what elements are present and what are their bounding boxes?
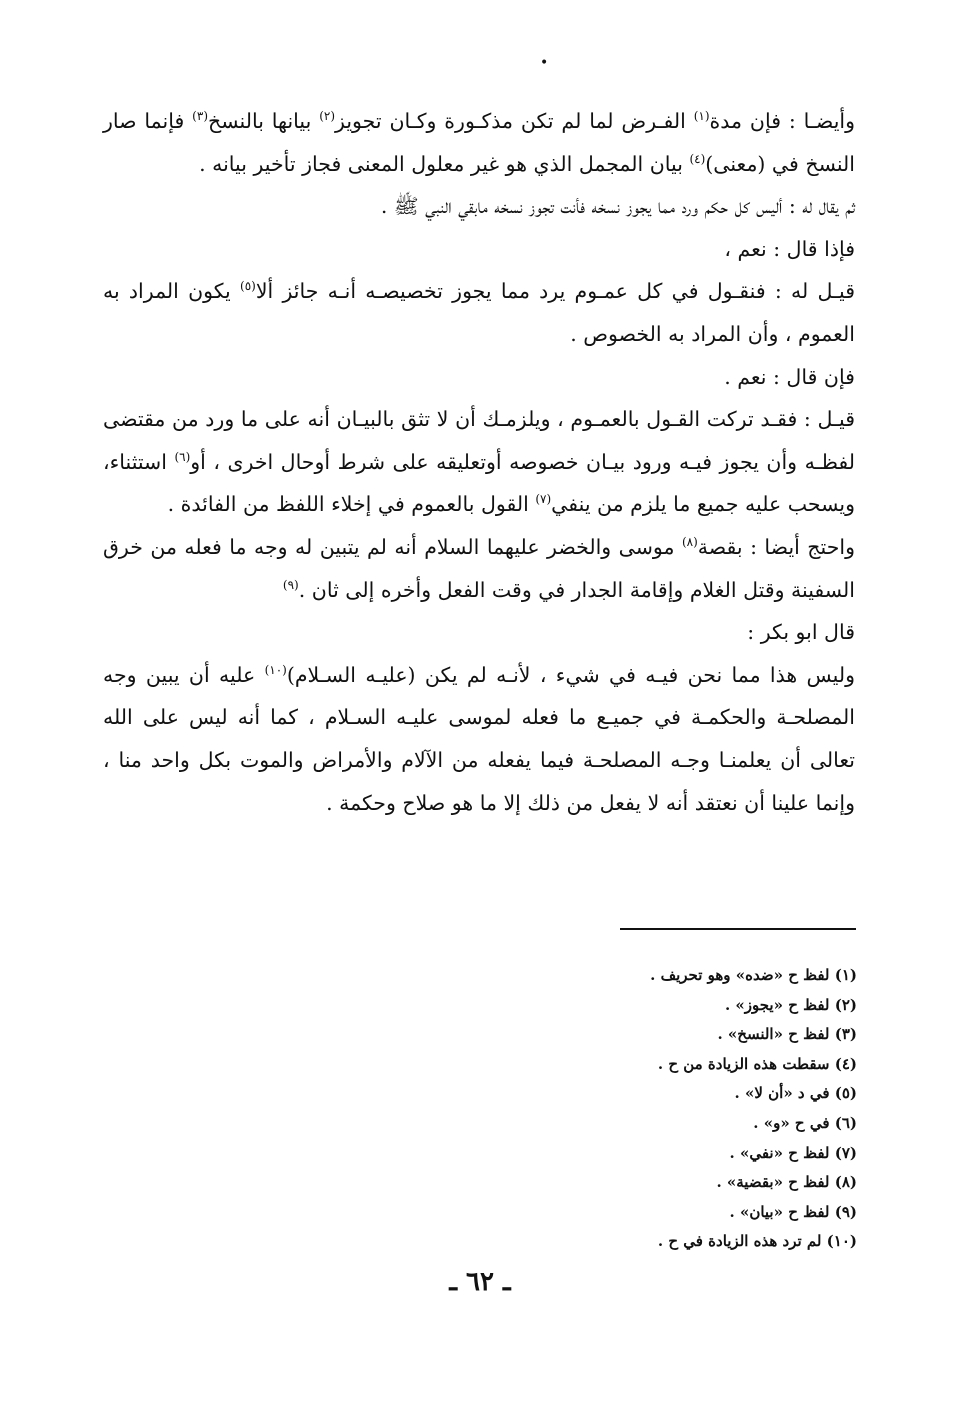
paragraph-text: قيـل له : فنقـول في كل عمـوم يرد مما يجوز تخصيصـه أنـه جائز ألا — [255, 279, 855, 304]
footnote-10: (١٠) لم ترد هذه الزيادة في ح . — [657, 1232, 857, 1251]
footnote-5: (٥) في د «أن لا» . — [734, 1084, 857, 1103]
paragraph-3: فإذا قال : نعم ، — [724, 236, 855, 261]
footnote-ref-4: (٤) — [689, 151, 706, 166]
footnote-ref-7: (٧) — [535, 492, 552, 507]
footnote-ref-9: (٩) — [282, 577, 299, 592]
paragraph-text: بيانها بالنسخ — [208, 109, 320, 133]
footnote-ref-3: (٣) — [192, 109, 208, 124]
page-number: ـ ٦٢ ـ — [449, 1267, 511, 1297]
footnote-4: (٤) سقطت هذه الزيادة من ح . — [657, 1054, 857, 1073]
footnote-divider — [620, 928, 856, 930]
footnote-ref-10: (١٠) — [264, 662, 287, 677]
paragraph-2: ثم يقال له : أليس كل حكم ورد مما يجوز نسخه فأنت تجوز نسخه مابقي النبي ﷺ . — [380, 194, 855, 219]
paragraph-text: فإنما صار النسخ في (معنى) — [103, 109, 855, 176]
paragraph-text: عليه أن يبين وجه المصلحـة والحكمـة في جميـع ما فعله لموسى عليـه السـلام ، كما أنه ليس على الله تعالى أن يعلمنـا وجـه المصلحـة فيما يفعله من الآلام والأمراض والموت بكل واحد منا ، وإنما علينا أن نعتقد أنه لا يفعل من ذلك إلا ما هو صلاح وحكمة . — [103, 662, 855, 815]
footnote-7: (٧) لفظ ح «نفي» . — [729, 1143, 857, 1162]
paragraph-text: واحتج أيضا : بقصة — [697, 534, 855, 559]
footnote-8: (٨) لفظ ح «بقضية» . — [716, 1173, 857, 1192]
footnote-ref-5: (٥) — [240, 279, 256, 294]
footnote-ref-8: (٨) — [681, 535, 698, 550]
paragraph-4 — [103, 270, 855, 355]
paragraph-text: موسى والخضر عليهما السلام أنه لم يتبين له وجه ما فعله من خرق السفينة وقتل الغلام وإقامة الجدار في وقت الفعل وأخره إلى ثان . — [103, 534, 855, 602]
paragraph-1 — [103, 100, 855, 185]
paragraph-text: استثناء، ويسحب عليه جميع ما يلزم من ينفي — [103, 449, 855, 517]
footnotes-list — [400, 961, 857, 1257]
footnote-2: (٢) لفظ ح «يجوز» . — [724, 995, 857, 1014]
top-dot-mark: • — [540, 55, 549, 71]
footnote-ref-6: (٦) — [174, 449, 191, 464]
paragraph-text: بيان المجمل الذي هو غير معلول المعنى فجاز تأخير بيانه . — [199, 151, 690, 176]
paragraph-7 — [103, 526, 855, 611]
paragraph-text: قيـل : فقـد تركت القـول بالعمـوم ، ويلزمـك أن لا تثق بالبيـان أنه على ما ورد من مقتضى لفظـه وأن يجوز فيـه ورود بيـان خصوصه أوتعليقه على شرط أوحال اخرى ، أو — [103, 407, 856, 474]
footnote-ref-2: (٢) — [319, 109, 336, 124]
paragraph-8: قال ابو بكر : — [747, 620, 855, 645]
footnote-ref-1: (١) — [693, 109, 710, 124]
paragraph-text: وليس هذا مما نحن فيـه في شيء ، لأنـه لم يكن (عليـه السـلام) — [286, 662, 855, 687]
footnote-1: (١) لفظ ح «ضده» وهو تحريف . — [650, 966, 857, 984]
paragraph-text: القول بالعموم في إخلاء اللفظ من الفائدة . — [167, 492, 536, 517]
footnote-6: (٦) في ح «و» . — [753, 1113, 857, 1132]
paragraph-6 — [103, 398, 855, 526]
footnote-3: (٣) لفظ ح «النسخ» . — [717, 1025, 857, 1044]
paragraph-text: وأيضـا : فإن مدة — [709, 109, 856, 133]
paragraph-5: فإن قال : نعم . — [724, 364, 855, 389]
footnote-9: (٩) لفظ ح «بيان» . — [729, 1202, 857, 1221]
main-text-block — [103, 100, 855, 824]
paragraph-text: الفـرض لما لم تكن مذكـورة وكـان تجويز — [335, 109, 694, 133]
paragraph-text: يكون المراد به العموم ، وأن المراد به الخصوص . — [103, 279, 855, 346]
paragraph-9 — [103, 654, 855, 824]
